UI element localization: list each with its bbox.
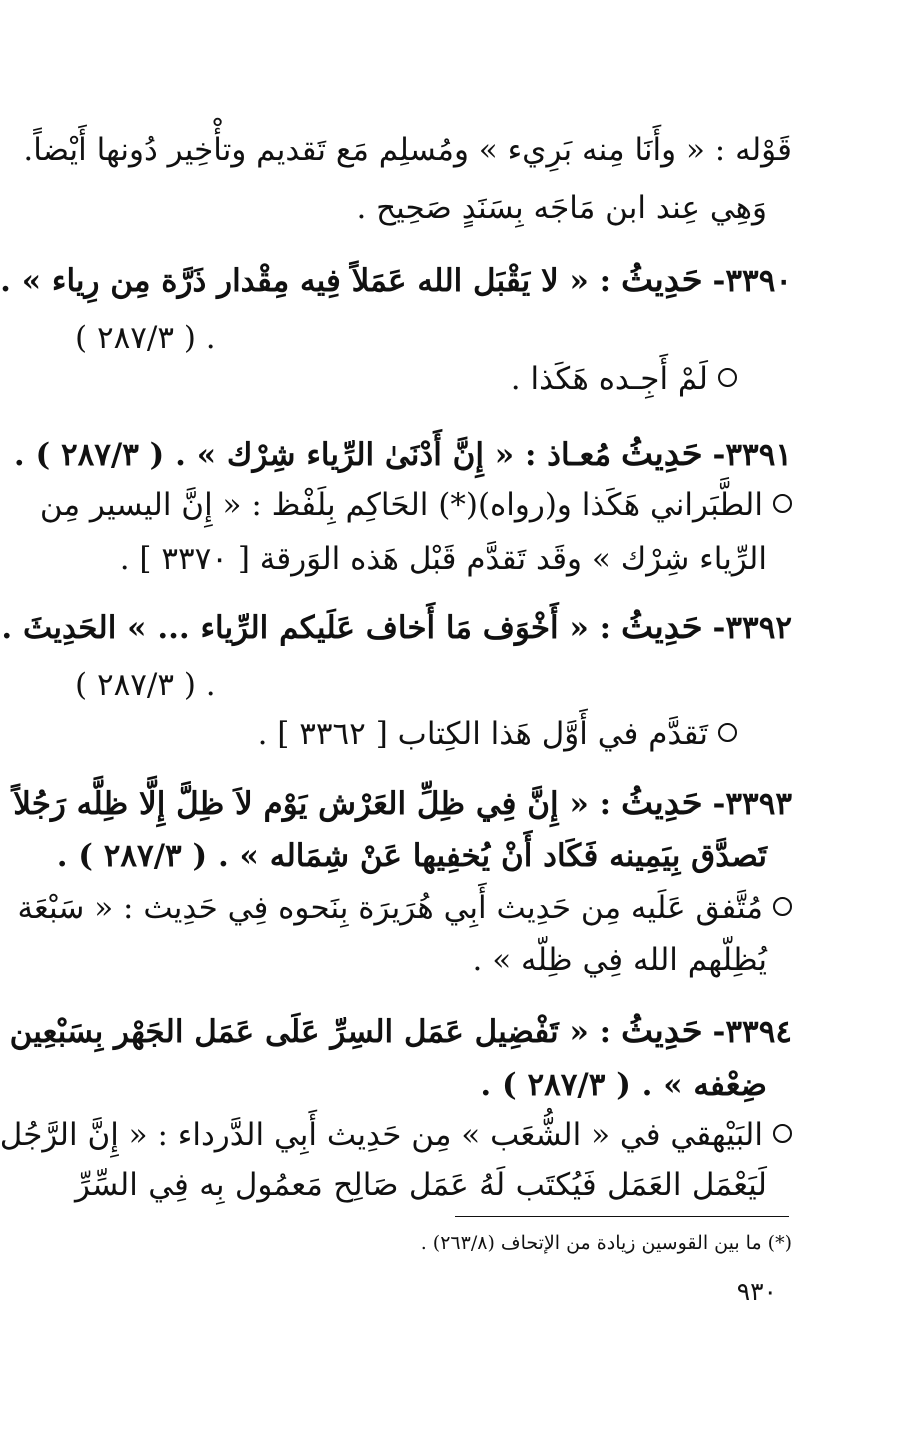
text-line: ضِعْفه » . ( ٢٨٧/٣ ) .	[480, 1067, 767, 1103]
hadith-text: : « إِنَّ فِي ظِلِّ العَرْش يَوْم لاَ ظِلَّ إِلَّا ظِلَّه رَجُلاً	[13, 786, 612, 822]
text-line: وَهِي عِند ابن مَاجَه بِسَنَدٍ صَحِيح .	[356, 190, 767, 226]
text-line: تَصدَّق بِيَمِينه فَكَاد أَنْ يُخفِيها عَنْ شِمَاله » . ( ٢٨٧/٣ ) .	[56, 838, 767, 874]
hadith-3393-heading	[13, 781, 792, 826]
hadith-number: ٣٣٩١-	[712, 437, 792, 473]
hadith-number: ٣٣٩٤-	[712, 1014, 792, 1050]
hadith-3394-heading	[9, 1009, 792, 1054]
hadith-text: : « أَخْوَف مَا أَخاف عَلَيكم الرِّياء ... » الحَدِيثَ .	[1, 610, 612, 646]
hadith-text: مُعـاذ : « إِنَّ أَدْنَىٰ الرِّياء شِرْك » . ( ٢٨٧/٣ ) .	[13, 437, 612, 473]
circle-bullet-icon	[773, 494, 792, 513]
hadith-3390-heading	[0, 258, 792, 303]
circle-bullet-icon	[773, 1124, 792, 1143]
circle-bullet-icon	[718, 723, 737, 742]
hadith-keyword: حَدِيثُ	[620, 434, 703, 474]
footnote-divider	[455, 1216, 789, 1217]
page-number: ٩٣٠	[736, 1277, 777, 1306]
commentary-line: البَيْهقي في « الشُّعَب » مِن حَدِيث أَبِي الدَّرداء : « إِنَّ الرَّجُل	[75, 1113, 792, 1157]
commentary-line: مُتَّفق عَلَيه مِن حَدِيث أَبِي هُرَيرَة بِنَحوه فِي حَدِيث : « سَبْعَة	[75, 886, 792, 930]
circle-bullet-icon	[718, 368, 737, 387]
hadith-number: ٣٣٩٢-	[712, 610, 792, 646]
commentary-line: لَمْ أَجِـده هَكَذا .	[75, 357, 737, 401]
text-line: لَيَعْمَل العَمَل فَيُكتَب لَهُ عَمَل صَالِح مَعمُول بِه فِي السِّرِّ	[75, 1167, 767, 1203]
text-line: الرِّياء شِرْك » وقَد تَقدَّم قَبْل هَذه الوَرقة [ ٣٣٧٠ ] .	[119, 541, 767, 577]
commentary-line: الطَّبَراني هَكَذا و(رواه)(*) الحَاكِم بِلَفْظ : « إِنَّ اليسير مِن	[75, 483, 792, 527]
circle-bullet-icon	[773, 897, 792, 916]
hadith-keyword: حَدِيثُ	[620, 607, 703, 647]
text-line: يُظِلّهم الله فِي ظِلّه » .	[472, 942, 767, 978]
hadith-3392-heading	[1, 605, 792, 650]
hadith-keyword: حَدِيثُ	[620, 1011, 703, 1051]
hadith-keyword: حَدِيثُ	[620, 260, 703, 300]
hadith-number: ٣٣٩٣-	[712, 786, 792, 822]
hadith-text: : « لا يَقْبَل الله عَمَلاً فِيه مِقْدار ذَرَّة مِن رِياء » .	[0, 263, 612, 299]
hadith-keyword: حَدِيثُ	[620, 783, 703, 823]
footnote: (*) ما بين القوسين زيادة من الإتحاف (٢٦٣/٨) .	[420, 1232, 792, 1254]
text-line: قَوْله : « وأَنَا مِنه بَرِيء » ومُسلِم مَع تَقديم وتأْخِير دُونها أَيْضاً.	[23, 132, 792, 168]
source-reference: . ( ٢٨٧/٣ )	[75, 667, 216, 703]
hadith-3391-heading	[13, 432, 792, 477]
commentary-line: تَقدَّم في أَوَّل هَذا الكِتاب [ ٣٣٦٢ ] .	[75, 712, 737, 756]
hadith-number: ٣٣٩٠-	[712, 263, 792, 299]
hadith-text: : « تَفْضِيل عَمَل السِرِّ عَلَى عَمَل الجَهْر بِسَبْعِين	[9, 1014, 612, 1050]
source-reference: . ( ٢٨٧/٣ )	[75, 320, 216, 356]
